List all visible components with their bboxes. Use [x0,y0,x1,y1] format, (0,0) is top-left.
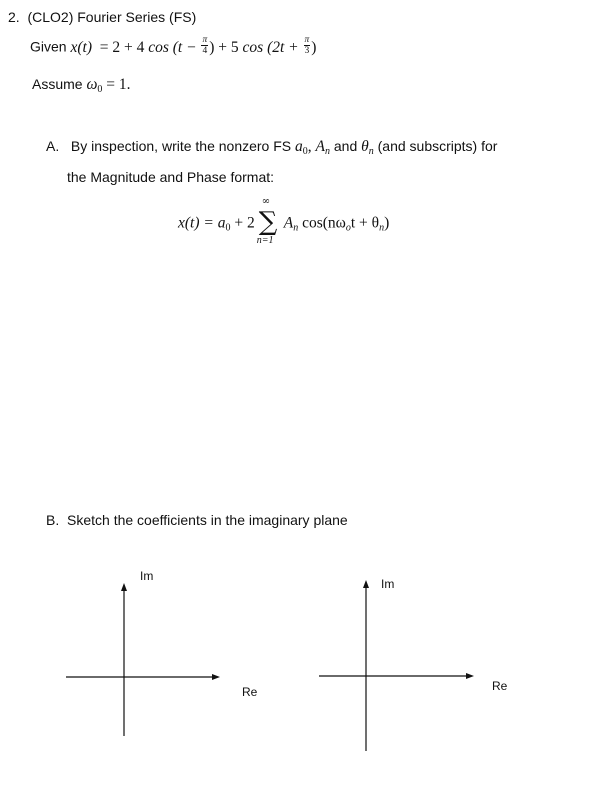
fs-A-sub: n [293,222,299,234]
fs-lhs: x(t) = [178,214,214,232]
right-re-label: Re [492,679,508,693]
fs-a-sub: 0 [225,222,231,234]
given-cos1: cos [148,38,169,56]
given-arg1-close: ) [209,38,215,56]
part-a-tail: (and subscripts) for [377,138,498,154]
given-frac2-num: π [304,35,310,45]
fs-close: ) [384,214,390,232]
part-a-theta: θ [361,138,369,155]
left-im-label: Im [140,569,154,583]
given-label: Given [30,38,67,55]
fs-A: A [283,214,294,232]
given-arg2-close: ) [311,38,317,56]
part-a-theta-sub: n [368,146,374,157]
question-title: (CLO2) Fourier Series (FS) [27,9,197,25]
left-re-label: Re [242,685,258,699]
given-cos2: cos [242,38,264,56]
given-plus: + 5 [218,38,239,56]
assume-omega: ω [86,76,98,93]
right-plane [319,584,470,751]
fs-a: a [217,214,226,232]
assume-value: = 1. [106,76,131,93]
part-b-text: Sketch the coefficients in the imaginary plane [67,512,348,528]
fs-mid: t + θ [350,214,380,232]
right-im-label: Im [381,577,395,591]
fs-o-sub: o [345,222,351,234]
given-arg2-open: (2t + [267,38,299,56]
part-a-an: A [315,138,325,155]
given-eq: = 2 + 4 [99,38,145,56]
question-number: 2. [8,9,20,25]
part-a-text1: By inspection, write the nonzero FS [70,138,292,154]
assume-omega-sub: 0 [97,84,103,95]
given-frac1-den: 4 [202,46,208,56]
part-a-and: and [333,138,358,154]
fs-theta-sub: n [379,222,385,234]
fs-cos: cos(nω [302,214,346,232]
sum-sign: ∑ [258,207,278,237]
part-a-comma: , [307,138,312,155]
given-arg1-open: (t − [172,38,197,56]
part-a-a0: a [295,138,303,155]
part-a-line2: the Magnitude and Phase format: [67,169,275,185]
part-a-letter: A. [46,138,60,154]
given-lhs: x(t) [70,38,92,56]
part-a-an-sub: n [325,146,330,157]
sum-lower-limit: n=1 [256,235,274,246]
given-frac2-den: 3 [304,46,310,56]
given-frac1-num: π [202,35,208,45]
part-b-letter: B. [46,512,60,528]
sum-upper-limit: ∞ [261,196,271,207]
part-a-a0-sub: 0 [302,146,308,157]
fs-plus-two: + 2 [234,214,255,232]
left-plane [66,587,216,736]
assume-label: Assume [32,76,83,92]
